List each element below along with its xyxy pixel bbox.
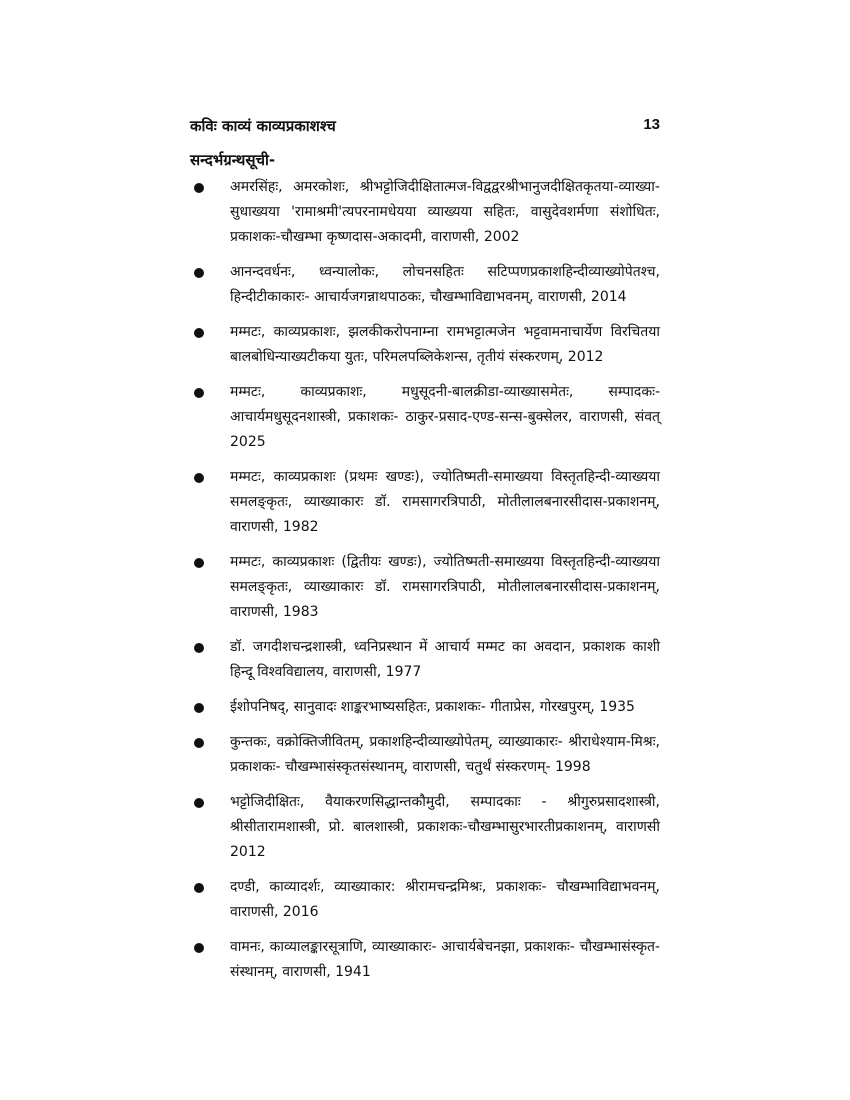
bullet-icon bbox=[194, 473, 204, 483]
entry-text: मम्मटः, काव्यप्रकाशः (द्वितीयः खण्डः), ज्योतिष्मती-समाख्यया विस्तृतहिन्दी-व्याख्यया समलङ्कृतः, व्याख्याकारः डॉ. रामसागरत्रिपाठी, मोतीलालबनारसीदास-प्रकाशनम्, वाराणसी, 1983 bbox=[230, 554, 660, 620]
bullet-icon bbox=[194, 268, 204, 278]
bibliography-entry bbox=[190, 320, 660, 370]
bullet-icon bbox=[194, 798, 204, 808]
bibliography-entry bbox=[190, 550, 660, 625]
bibliography-entry bbox=[190, 635, 660, 685]
bibliography-entry bbox=[190, 465, 660, 540]
bullet-icon bbox=[194, 558, 204, 568]
bibliography-entry bbox=[190, 175, 660, 250]
bibliography-entry bbox=[190, 260, 660, 310]
entry-text: ईशोपनिषद्, सानुवादः शाङ्करभाष्यसहितः, प्रकाशकः- गीताप्रेस, गोरखपुरम्, 1935 bbox=[230, 699, 635, 715]
running-header bbox=[190, 116, 660, 138]
bibliography-entry bbox=[190, 380, 660, 455]
bibliography-entry bbox=[190, 730, 660, 780]
entry-text: आनन्दवर्धनः, ध्वन्यालोकः, लोचनसहितः सटिप्पणप्रकाशहिन्दीव्याख्योपेतश्च, हिन्दीटीकाकारः- आचार्यजगन्नाथपाठकः, चौखम्भाविद्याभवनम्, वाराणसी, 2014 bbox=[230, 264, 660, 305]
bibliography-entry bbox=[190, 695, 660, 720]
entry-text: कुन्तकः, वक्रोक्तिजीवितम्, प्रकाशहिन्दीव्याख्योपेतम्, व्याख्याकारः- श्रीराधेश्याम-मिश्रः, प्रकाशकः- चौखम्भासंस्कृतसंस्थानम्, वाराणसी, चतुर्थं संस्करणम्- 1998 bbox=[230, 734, 660, 775]
entry-text: दण्डी, काव्यादर्शः, व्याख्याकार: श्रीरामचन्द्रमिश्रः, प्रकाशकः- चौखम्भाविद्याभवनम्, वाराणसी, 2016 bbox=[230, 879, 660, 920]
entry-text: मम्मटः, काव्यप्रकाशः (प्रथमः खण्डः), ज्योतिष्मती-समाख्यया विस्तृतहिन्दी-व्याख्यया समलङ्कृतः, व्याख्याकारः डॉ. रामसागरत्रिपाठी, मोतीलालबनारसीदास-प्रकाशनम्, वाराणसी, 1982 bbox=[230, 469, 660, 535]
entry-text: मम्मटः, काव्यप्रकाशः, झलकीकरोपनाम्ना रामभट्टात्मजेन भट्टवामनाचार्येण विरचितया बालबोधिन्याख्यटीकया युतः, परिमलपब्लिकेशन्स, तृतीयं संस्करणम्, 2012 bbox=[230, 324, 660, 365]
entry-text: अमरसिंहः, अमरकोशः, श्रीभट्टोजिदीक्षितात्मज-विद्वद्वरश्रीभानुजदीक्षितकृतया-व्याख्या- सुधाख्यया 'रामाश्रमी'त्यपरनामधेयया व्याख्यया सहितः, वासुदेवशर्मणा संशोधितः, प्रकाशकः-चौखम्भा कृष्णदास-अकादमी, वाराणसी, 2002 bbox=[230, 179, 660, 245]
bibliography-list bbox=[190, 175, 660, 995]
bullet-icon bbox=[194, 703, 204, 713]
bullet-icon bbox=[194, 738, 204, 748]
bullet-icon bbox=[194, 388, 204, 398]
bullet-icon bbox=[194, 328, 204, 338]
bibliography-entry bbox=[190, 790, 660, 865]
bibliography-entry bbox=[190, 875, 660, 925]
entry-text: मम्मटः, काव्यप्रकाशः, मधुसूदनी-बालक्रीडा-व्याख्यासमेतः, सम्पादकः-आचार्यमधुसूदनशास्त्री, प्रकाशकः- ठाकुर-प्रसाद-एण्ड-सन्स-बुक्सेलर, वाराणसी, संवत् 2025 bbox=[230, 384, 660, 450]
entry-text: वामनः, काव्यालङ्कारसूत्राणि, व्याख्याकारः- आचार्यबेचनझा, प्रकाशकः- चौखम्भासंस्कृत- संस्थानम्, वाराणसी, 1941 bbox=[230, 939, 660, 980]
bullet-icon bbox=[194, 183, 204, 193]
page-number: 13 bbox=[643, 116, 660, 133]
bullet-icon bbox=[194, 643, 204, 653]
entry-text: भट्टोजिदीक्षितः, वैयाकरणसिद्धान्तकौमुदी, सम्पादकाः - श्रीगुरुप्रसादशास्त्री, श्रीसीतारामशास्त्री, प्रो. बालशास्त्री, प्रकाशकः-चौखम्भासुरभारतीप्रकाशनम्, वाराणसी 2012 bbox=[230, 794, 660, 860]
bullet-icon bbox=[194, 943, 204, 953]
running-header-title: कविः काव्यं काव्यप्रकाशश्च bbox=[190, 117, 336, 135]
bibliography-entry bbox=[190, 935, 660, 985]
bullet-icon bbox=[194, 883, 204, 893]
section-heading: सन्दर्भग्रन्थसूची- bbox=[190, 151, 276, 169]
entry-text: डॉ. जगदीशचन्द्रशास्त्री, ध्वनिप्रस्थान में आचार्य मम्मट का अवदान, प्रकाशक काशी हिन्दू विश्वविद्यालय, वाराणसी, 1977 bbox=[230, 639, 660, 680]
